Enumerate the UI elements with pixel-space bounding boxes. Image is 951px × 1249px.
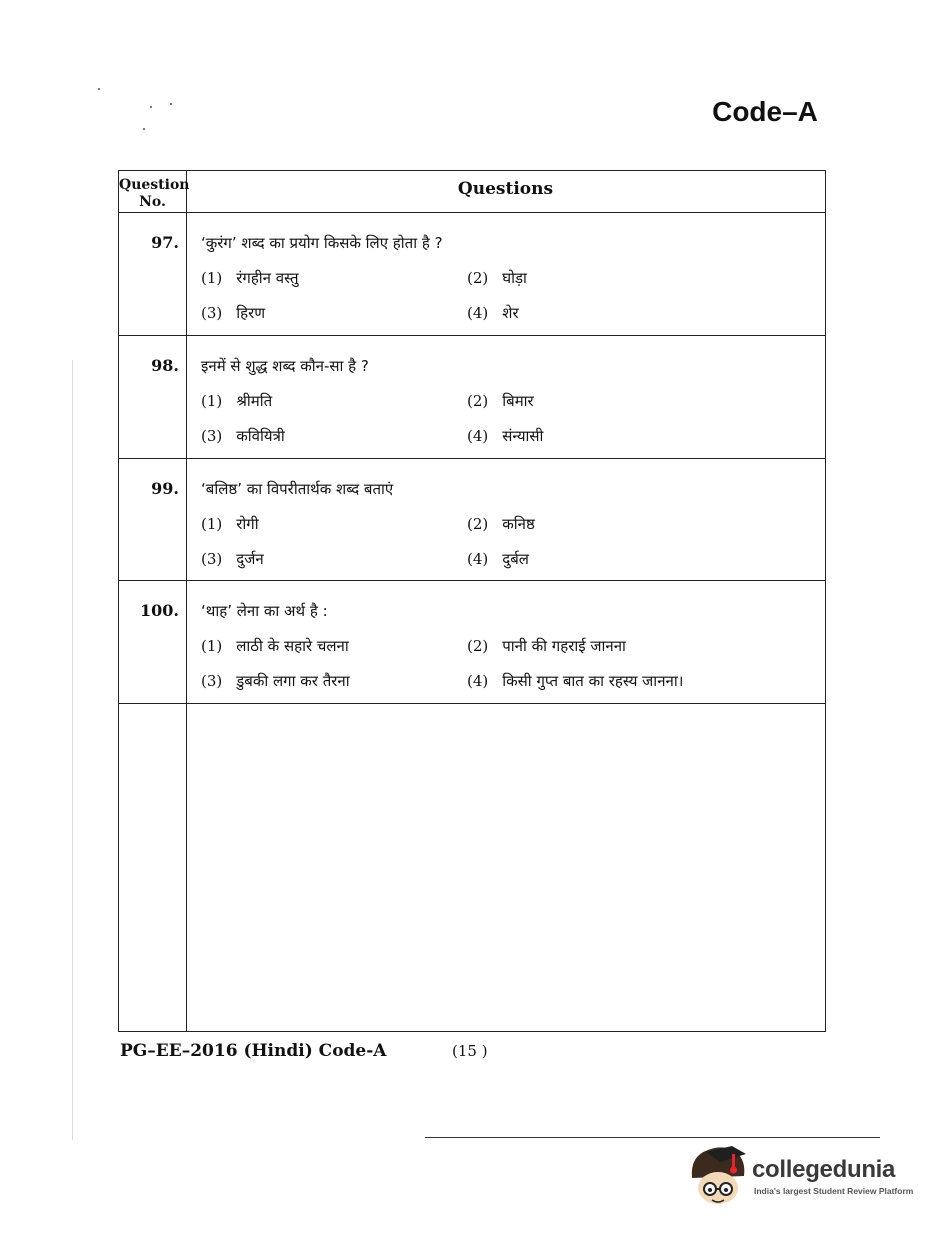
question-row (119, 459, 825, 581)
question-number: 98. (151, 356, 179, 375)
question-text: ‘बलिष्ठ’ का विपरीतार्थक शब्द बताएं (201, 480, 394, 498)
footer-rule (425, 1137, 880, 1138)
question-row (119, 581, 825, 703)
option: (4) शेर (467, 304, 519, 322)
scan-speck (143, 128, 145, 130)
question-row (119, 213, 825, 335)
question-row (119, 336, 825, 458)
option: (1) लाठी के सहारे चलना (201, 637, 349, 655)
question-number: 100. (140, 601, 179, 620)
option: (4) किसी गुप्त बात का रहस्य जानना। (467, 672, 684, 690)
header-questions: Questions (457, 179, 554, 199)
page-number: (15 ) (452, 1042, 488, 1060)
option: (1) रंगहीन वस्तु (201, 269, 299, 287)
option: (1) श्रीमति (201, 392, 273, 410)
scan-speck (170, 103, 172, 105)
question-number: 97. (151, 233, 179, 252)
scan-speck (150, 106, 152, 108)
option: (3) हिरण (201, 304, 266, 322)
option: (2) बिमार (467, 392, 534, 410)
question-text: ‘थाह’ लेना का अर्थ है : (201, 602, 328, 620)
watermark-brand (688, 1142, 928, 1212)
option: (2) कनिष्ठ (467, 515, 535, 533)
mascot-logo-icon (688, 1142, 750, 1208)
option: (3) दुर्जन (201, 550, 264, 568)
option: (3) कवियित्री (201, 427, 285, 445)
scan-speck (98, 88, 100, 90)
question-text: ‘कुरंग’ शब्द का प्रयोग किसके लिए होता है ? (201, 234, 443, 252)
option: (4) संन्यासी (467, 427, 544, 445)
brand-tagline: India's largest Student Review Platform (754, 1186, 914, 1196)
option: (2) पानी की गहराई जानना (467, 637, 626, 655)
option: (3) डुबकी लगा कर तैरना (201, 672, 350, 690)
row-divider (119, 703, 825, 704)
option: (4) दुर्बल (467, 550, 529, 568)
option: (1) रोगी (201, 515, 259, 533)
question-table (118, 170, 826, 1032)
option: (2) घोड़ा (467, 269, 527, 287)
scan-edge (72, 360, 73, 1140)
header-question-no: Question No. (119, 177, 190, 210)
paper-code: Code–A (712, 96, 818, 127)
brand-name: collegedunia (752, 1156, 896, 1183)
question-number: 99. (151, 479, 179, 498)
footer-paper-code: PG–EE–2016 (Hindi) Code-A (120, 1041, 387, 1061)
question-text: इनमें से शुद्ध शब्द कौन-सा है ? (201, 357, 369, 375)
